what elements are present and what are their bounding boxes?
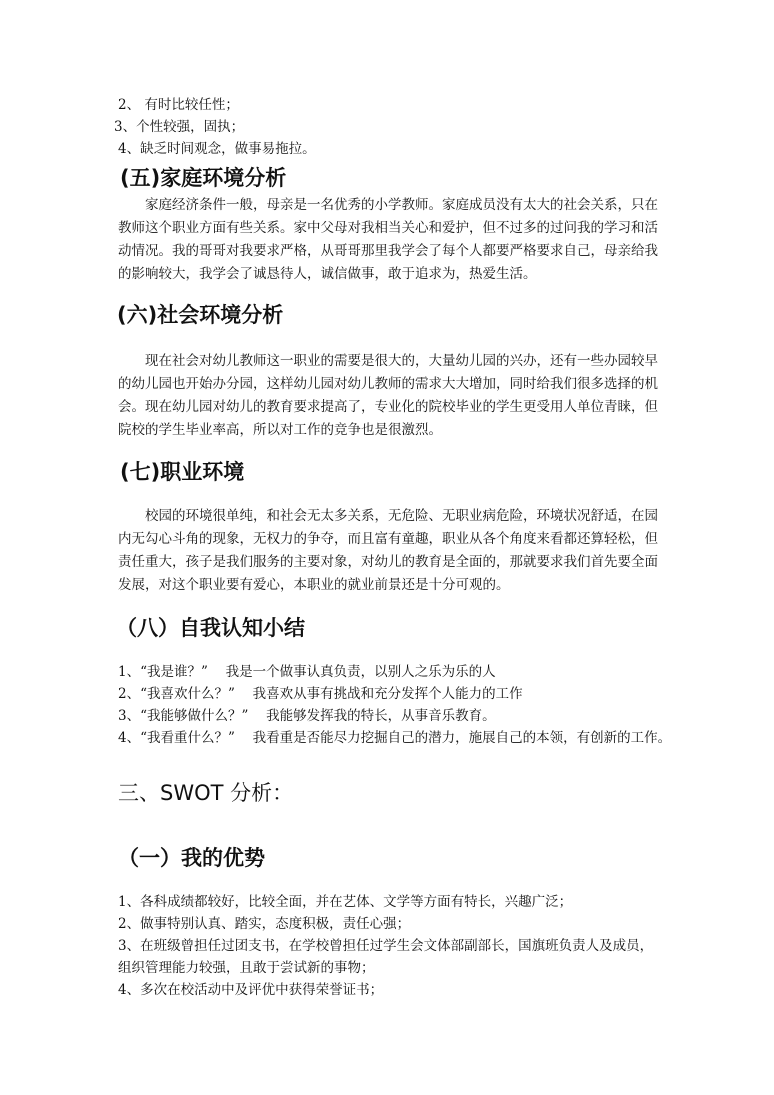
- section-heading: （八）自我认知小结: [116, 616, 305, 640]
- section-paragraph: 校园的环境很单纯，和社会无太多关系，无危险、无职业病危险，环境状况舒适，在园内无勾心斗角的现象，无权力的争夺，而且富有童趣，职业从各个角度来看都还算轻松，但责任重大，孩子是我们服务的主要对象，对幼儿的教育是全面的，那就要求我们首先要全面发展，对这个职业要有爱心，本职业的就业前景还是十分可观的。: [118, 508, 658, 593]
- section-paragraph: 现在社会对幼儿教师这一职业的需要是很大的，大量幼儿园的兴办，还有一些办园较早的幼儿园也开始办分园，这样幼儿园对幼儿教师的需求大大增加，同时给我们很多选择的机会。现在幼儿园对幼儿的教育要求提高了，专业化的院校毕业的学生更受用人单位青睐，但院校的学生毕业率高，所以对工作的竞争也是很激烈。: [118, 353, 658, 438]
- list-item: 3、个性较强，固执；: [114, 119, 245, 135]
- section-heading: (五)家庭环境分析: [120, 166, 287, 190]
- list-item: 3、在班级曾担任过团支书，在学校曾担任过学生会文体部副部长，国旗班负责人及成员，: [118, 938, 654, 954]
- list-item: 3、“我能够做什么？” 我能够发挥我的特长，从事音乐教育。: [118, 708, 496, 724]
- section-heading: (七)职业环境: [120, 460, 245, 484]
- list-item: 4、缺乏时间观念，做事易拖拉。: [118, 141, 316, 157]
- list-item: 4、“我看重什么？” 我看重是否能尽力挖掘自己的潜力，施展自己的本领，有创新的工作。: [118, 730, 672, 746]
- section-heading: 三、SWOT 分析：: [118, 781, 294, 805]
- list-item: 1、“我是谁？” 我是一个做事认真负责，以别人之乐为乐的人: [118, 664, 496, 680]
- section-paragraph: 家庭经济条件一般，母亲是一名优秀的小学教师。家庭成员没有太大的社会关系，只在教师这个职业方面有些关系。家中父母对我相当关心和爱护，但不过多的过问我的学习和活动情况。我的哥哥对我要求严格，从哥哥那里我学会了每个人都要严格要求自己，母亲给我的影响较大，我学会了诚恳待人，诚信做事，敢于追求为，热爱生活。: [118, 197, 658, 282]
- section-heading: （一）我的优势: [118, 846, 265, 870]
- section-heading: (六)社会环境分析: [117, 303, 284, 327]
- list-item: 组织管理能力较强，且敢于尝试新的事物；: [118, 960, 375, 976]
- list-item: 2、“我喜欢什么？” 我喜欢从事有挑战和充分发挥个人能力的工作: [118, 686, 523, 702]
- list-item: 2、做事特别认真、踏实，态度积极，责任心强；: [118, 916, 411, 932]
- list-item: 4、多次在校活动中及评优中获得荣誉证书；: [118, 982, 384, 998]
- list-item: 2、 有时比较任性；: [118, 97, 239, 113]
- list-item: 1、各科成绩都较好，比较全面，并在艺体、文学等方面有特长，兴趣广泛；: [118, 894, 573, 910]
